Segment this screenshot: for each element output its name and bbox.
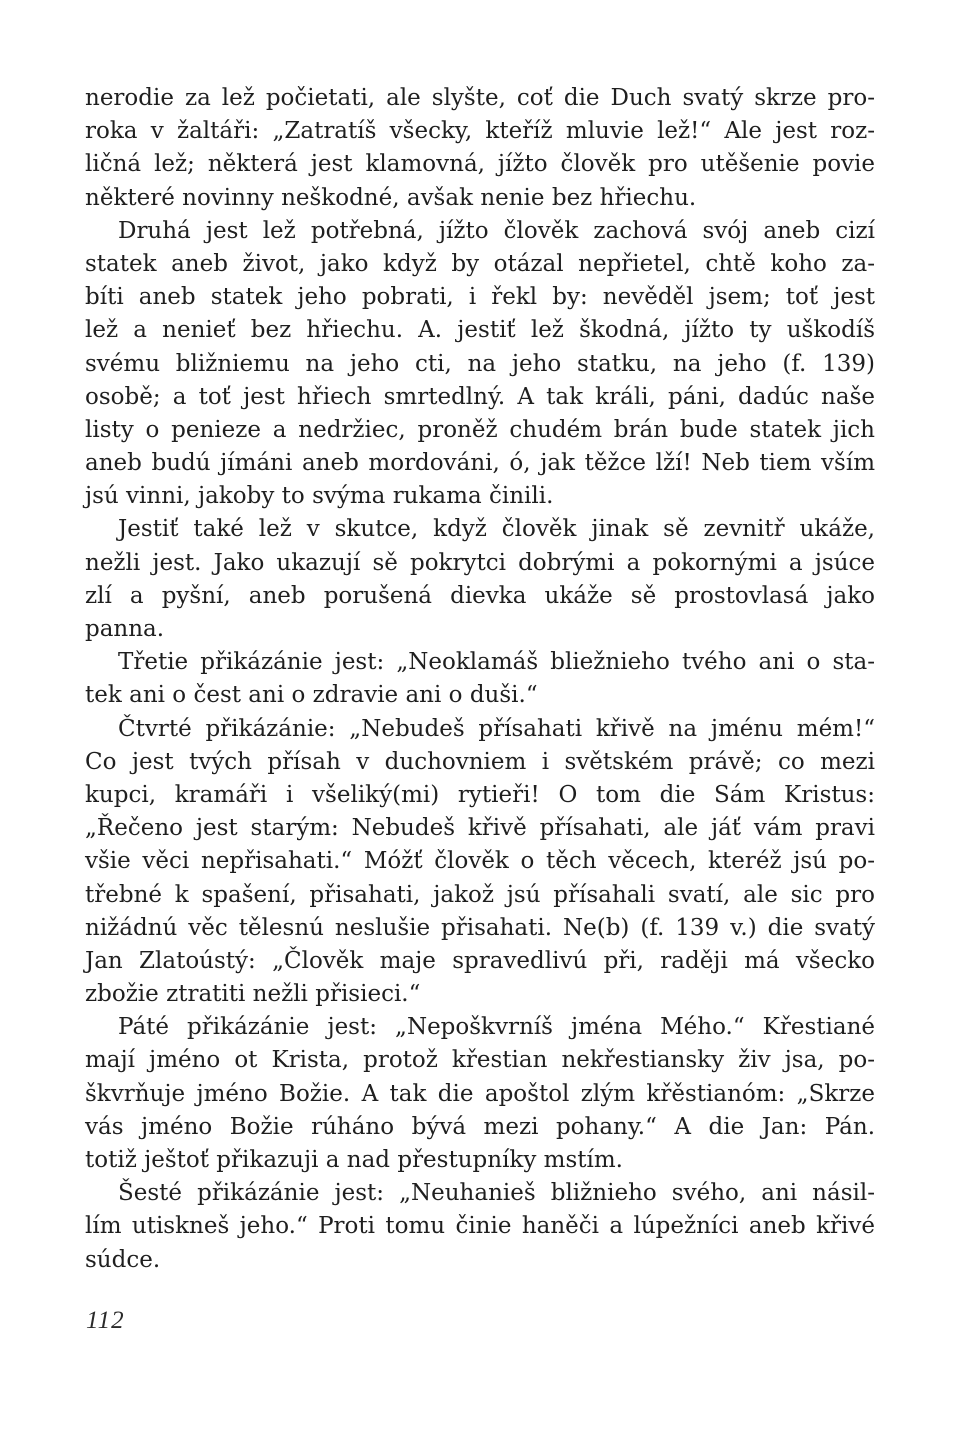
text-line: panna.	[85, 616, 165, 642]
text-line: Šesté přikázánie jest: „Neuhanieš bližnieho svého, ani násil-	[118, 1180, 875, 1207]
text-line: zbožie ztratiti nežli přisieci.“	[85, 981, 421, 1008]
text-line: některé novinny neškodné, avšak nenie bez hřiechu.	[85, 184, 697, 211]
paragraph	[85, 1011, 875, 1177]
text-line: ličná lež; některá jest klamovná, jížto člověk pro utěšenie povie	[85, 151, 875, 178]
page-body	[85, 82, 875, 1277]
text-line: Co jest tvých přísah v duchovniem i světském právě; co mezi	[85, 748, 875, 775]
text-line: zlí a pyšní, aneb porušená dievka ukáže sě prostovlasá jako	[85, 582, 875, 609]
text-line: jsú vinni, jakoby to svýma rukama činili.	[85, 483, 554, 510]
text-line: roka v žaltáři: „Zatratíš všecky, kteříž mluvie lež!“ Ale jest roz-	[85, 118, 875, 145]
text-line: súdce.	[85, 1246, 161, 1273]
paragraph	[85, 82, 875, 215]
text-line: všie věci nepřisahati.“ Móžť člověk o těch věcech, kteréž jsú po-	[85, 848, 875, 875]
paragraph	[85, 646, 875, 712]
text-line: vás jméno Božie rúháno bývá mezi pohany.“ A die Jan: Pán.	[85, 1113, 875, 1140]
text-line: svému bližniemu na jeho cti, na jeho statku, na jeho (f. 139)	[85, 350, 875, 377]
page-number: 112	[86, 1307, 125, 1334]
text-line: nižádnú věc tělesnú neslušie přisahati. Ne(b) (f. 139 v.) die svatý	[85, 914, 875, 941]
text-line: aneb budú jímáni aneb mordováni, ó, jak těžce lží! Neb tiem vším	[85, 450, 875, 477]
text-line: bíti aneb statek jeho pobrati, i řekl by: nevěděl jsem; toť jest	[85, 284, 875, 311]
paragraph	[85, 1177, 875, 1277]
text-line: Druhá jest lež potřebná, jížto člověk zachová svój aneb cizí	[118, 217, 875, 244]
text-line: třebné k spašení, přisahati, jakož jsú přísahali svatí, ale sic pro	[85, 881, 875, 908]
text-line: Čtvrté přikázánie: „Nebudeš přísahati křivě na jménu mém!“	[118, 715, 875, 742]
text-line: mají jméno ot Krista, protož křestian nekřestiansky živ jsa, po-	[85, 1047, 875, 1074]
text-line: lím utiskneš jeho.“ Proti tomu činie haněči a lúpežníci aneb křivé	[85, 1213, 875, 1240]
text-line: totiž ještoť přikazuji a nad přestupníky mstím.	[85, 1147, 623, 1173]
paragraph	[85, 513, 875, 646]
text-line: Páté přikázánie jest: „Nepoškvrníš jména Mého.“ Křestiané	[118, 1014, 875, 1041]
text-line: nežli jest. Jako ukazují sě pokrytci dobrými a pokornými a jsúce	[85, 549, 875, 576]
text-line: lež a nenieť bez hřiechu. A. jestiť lež škodná, jížto ty uškodíš	[85, 317, 875, 344]
text-line: statek aneb život, jako když by otázal nepřietel, chtě koho za-	[85, 250, 875, 277]
text-line: tek ani o čest ani o zdravie ani o duši.“	[85, 682, 538, 709]
text-line: nerodie za lež počietati, ale slyšte, coť die Duch svatý skrze pro-	[85, 85, 875, 111]
text-line: Jestiť také lež v skutce, když člověk jinak sě zevnitř ukáže,	[118, 516, 875, 543]
paragraph	[85, 713, 875, 1012]
text-line: listy o penieze a nedržiec, proněž chudém brán bude statek jich	[85, 416, 875, 443]
text-line: Třetie přikázánie jest: „Neoklamáš bliežnieho tvého ani o sta-	[118, 649, 875, 676]
text-line: kupci, kramáři i všeliký(mi) rytieři! O tom die Sám Kristus:	[85, 781, 875, 808]
text-line: osobě; a toť jest hřiech smrtedlný. A tak králi, páni, dadúc naše	[85, 383, 875, 410]
paragraph	[85, 215, 875, 514]
text-line: škvrňuje jméno Božie. A tak die apoštol zlým křěstianóm: „Skrze	[85, 1080, 875, 1107]
text-line: „Řečeno jest starým: Nebudeš křivě přísahati, ale jáť vám pravi	[85, 815, 875, 842]
text-line: Jan Zlatoústý: „Člověk maje spravedlivú při, raději má všecko	[85, 947, 875, 974]
